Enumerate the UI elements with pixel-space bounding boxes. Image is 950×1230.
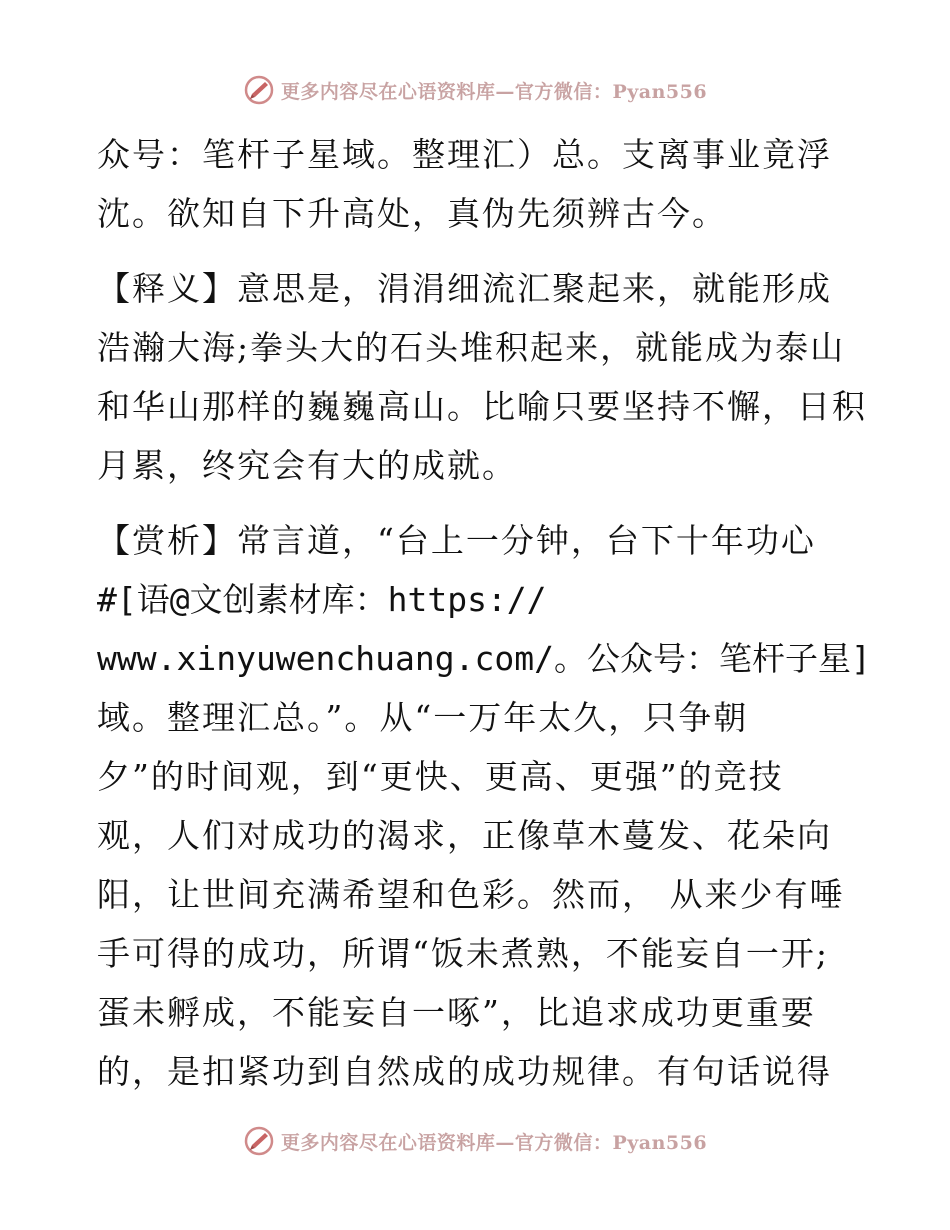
paragraph-appreciation: [97, 511, 871, 1101]
text-line: www.xinyuwenchuang.com/。公众号：笔杆子星]: [97, 639, 871, 678]
text-line: 的，是扣紧功到自然成的成功规律。有句话说得: [97, 1052, 832, 1091]
footer-watermark-banner: [0, 1121, 950, 1161]
text-line: 沈。欲知自下升高处，真伪先须辨古今。: [97, 194, 727, 233]
text-line: 浩瀚大海;拳头大的石头堆积起来，就能成为泰山: [97, 328, 846, 367]
watermark-logo-icon: [243, 74, 275, 106]
text-line: 月累，终究会有大的成就。: [97, 446, 517, 485]
text-line: #[语@文创素材库：https://: [97, 580, 547, 619]
text-line: 观，人们对成功的渴求，正像草木蔓发、花朵向: [97, 816, 832, 855]
wechat-id: Pyan556: [612, 80, 708, 103]
text-line: 和华山那样的巍巍高山。比喻只要坚持不懈，日积: [97, 387, 867, 426]
text-line: 众号：笔杆子星域。整理汇）总。支离事业竟浮: [97, 135, 832, 174]
watermark-logo-icon: [243, 1125, 275, 1157]
text-line: 阳，让世间充满希望和色彩。然而， 从来少有唾: [97, 875, 845, 914]
paragraph-interpretation: [97, 259, 867, 495]
watermark-text: 更多内容尽在心语资料库—官方微信：Pyan556: [280, 80, 708, 103]
wechat-id: Pyan556: [612, 1131, 708, 1154]
watermark-text: 更多内容尽在心语资料库—官方微信：Pyan556: [280, 1131, 708, 1154]
header-watermark-banner: [0, 70, 950, 110]
text-line: 手可得的成功，所谓“饭未煮熟，不能妄自一开;: [97, 934, 829, 973]
text-line: 蛋未孵成，不能妄自一啄”，比追求成功更重要: [97, 993, 816, 1032]
paragraph: [97, 125, 857, 243]
text-line: 域。整理汇总。”。从“一万年太久，只争朝: [97, 698, 749, 737]
document-body: [97, 125, 871, 1101]
text-line: 【赏析】常言道，“台上一分钟，台下十年功心: [97, 521, 816, 560]
text-line: 【释义】意思是，涓涓细流汇聚起来，就能形成: [97, 269, 832, 308]
text-line: 夕”的时间观，到“更快、更高、更强”的竞技: [97, 757, 784, 796]
